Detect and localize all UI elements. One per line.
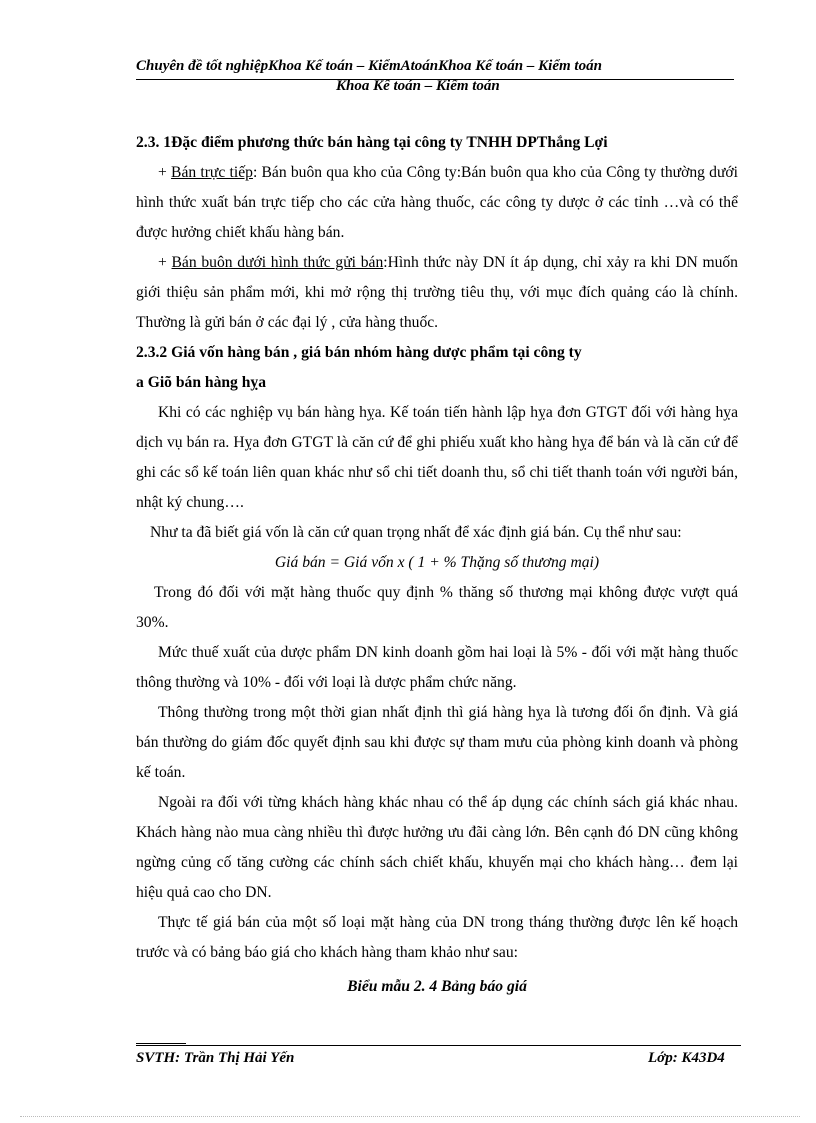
paragraph-markup-limit: Trong đó đối với mặt hàng thuốc quy định % thăng số thương mại không được vượt quá 30%. — [136, 584, 738, 631]
bullet-prefix: + — [158, 164, 172, 181]
paragraph-price-list-intro: Thực tế giá bán của một số loại mặt hàng của DN trong tháng thường được lên kế hoạch trước và có bảng báo giá cho khách hàng tham khảo như sau: — [136, 914, 738, 961]
subheading-selling-price: a Giõ bán hàng hỵa — [136, 374, 266, 391]
price-formula: Giá bán = Giá vốn x ( 1 + % Thặng số thương mại) — [274, 554, 600, 571]
paragraph-tax-rate: Mức thuế xuất của dược phẩm DN kinh doanh gồm hai loại là 5% - đối với mặt hàng thuốc thông thường và 10% - đối với loại là dược phẩm chức năng. — [136, 644, 738, 691]
bullet-prefix: + — [158, 254, 172, 271]
footer-student: SVTH: Trần Thị Hải Yến — [136, 1050, 295, 1066]
paragraph-cost-basis: Như ta đã biết giá vốn là căn cứ quan trọng nhất để xác định giá bán. Cụ thể như sau: — [150, 524, 682, 541]
subheading-cost-price: 2.3.2 Giá vốn hàng bán , giá bán nhóm hàng dược phẩm tại công ty — [136, 344, 582, 361]
document-body — [136, 128, 738, 1002]
consignment-sales-label: Bán buôn dưới hình thức gửi bán — [171, 254, 384, 271]
paragraph-discount-policy: Ngoài ra đối với từng khách hàng khác nhau có thể áp dụng các chính sách giá khác nhau. Khách hàng nào mua càng nhiều thì được hưởng ưu đãi càng lớn. Bên cạnh đó DN cũng không ngừng củng cố tăng cường các chính sách chiết khấu, khuyến mại cho khách hàng… đem lại hiệu quả cao cho DN. — [136, 794, 738, 901]
paragraph-invoice: Khi có các nghiệp vụ bán hàng hỵa. Kế toán tiến hành lập hỵa đơn GTGT đối với hàng hỵa dịch vụ bán ra. Hỵa đơn GTGT là căn cứ để ghi phiếu xuất kho hàng hỵa để bán và là căn cứ để ghi các sổ kế toán liên quan khác như sổ chi tiết doanh thu, sổ chi tiết thanh toán với người bán, nhật ký chung…. — [136, 404, 738, 511]
paragraph-price-stability: Thông thường trong một thời gian nhất định thì giá hàng hỵa là tương đối ổn định. Và giá bán thường do giám đốc quyết định sau khi được sự tham mưu của phòng kinh doanh và phòng kế toán. — [136, 704, 738, 781]
section-heading: 2.3. 1Đặc điểm phương thức bán hàng tại công ty TNHH DPThắng Lợi — [136, 134, 608, 151]
page-edge — [20, 1116, 800, 1117]
footer-rule-short — [136, 1043, 186, 1044]
direct-sales-label: Bán trực tiếp — [171, 164, 253, 181]
direct-sales-text: : Bán buôn qua kho của Công ty:Bán buôn qua kho của Công ty thường dưới hình thức xuất bán trực tiếp cho các cửa hàng thuốc, các công ty dược ở các tỉnh …và có thể được hưởng chiết khấu hàng bán. — [136, 164, 739, 241]
header-title: Chuyên đề tốt nghiệpKhoa Kế toán – KiểmAtoánKhoa Kế toán – Kiểm toán — [136, 58, 602, 74]
consignment-sales-text: :Hình thức này DN ít áp dụng, chỉ xảy ra khi DN muốn giới thiệu sản phẩm mới, khi mở rộng thị trường tiêu thụ, với mục đích quảng cáo là chính. Thường là gửi bán ở các đại lý , cửa hàng thuốc. — [136, 254, 738, 331]
footer-class: Lớp: K43D4 — [648, 1050, 725, 1066]
table-caption: Biểu mẫu 2. 4 Bảng báo giá — [347, 978, 527, 995]
paragraph-direct-sales — [136, 158, 738, 248]
footer-rule — [136, 1045, 741, 1046]
paragraph-consignment-sales — [136, 248, 738, 338]
header-subtitle: Khoa Kế toán – Kiểm toán — [336, 78, 500, 94]
